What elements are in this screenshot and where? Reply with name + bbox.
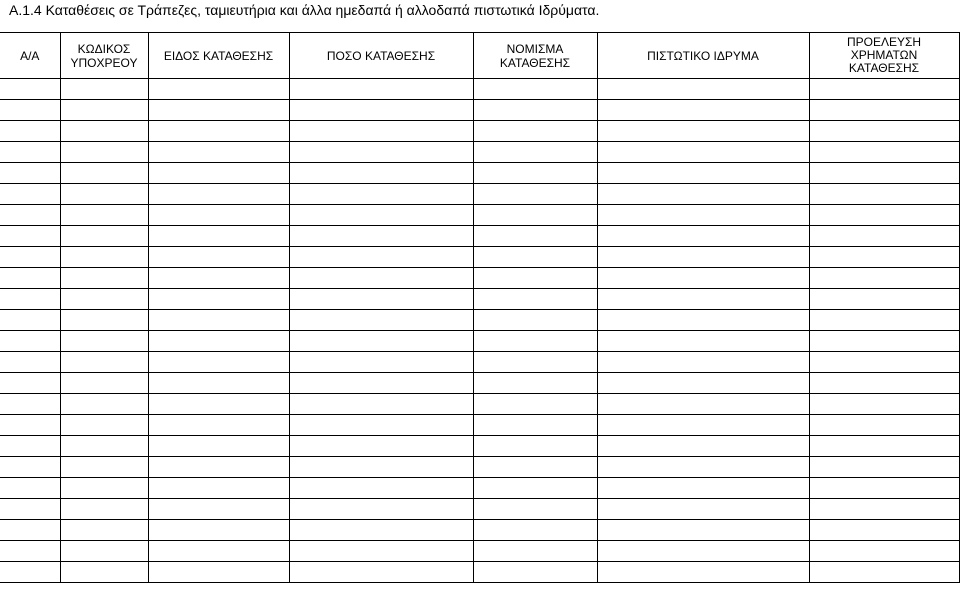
table-cell-deposit-amount	[289, 142, 473, 163]
table-cell-deposit-type	[148, 142, 289, 163]
table-cell-credit-institution	[597, 331, 809, 352]
table-cell-deposit-currency	[473, 499, 597, 520]
table-cell-funds-origin	[809, 205, 959, 226]
table-row	[0, 541, 959, 562]
table-cell-deposit-amount	[289, 562, 473, 583]
table-cell-credit-institution	[597, 100, 809, 121]
table-cell-obligor-code	[60, 373, 148, 394]
table-cell-credit-institution	[597, 163, 809, 184]
table-cell-deposit-type	[148, 394, 289, 415]
table-cell-deposit-amount	[289, 184, 473, 205]
table-cell-deposit-currency	[473, 352, 597, 373]
table-cell-aa	[0, 478, 60, 499]
table-cell-credit-institution	[597, 373, 809, 394]
table-cell-obligor-code	[60, 520, 148, 541]
table-cell-deposit-amount	[289, 415, 473, 436]
table-cell-funds-origin	[809, 457, 959, 478]
table-cell-deposit-currency	[473, 436, 597, 457]
table-row	[0, 331, 959, 352]
table-row	[0, 289, 959, 310]
table-cell-deposit-currency	[473, 205, 597, 226]
deposits-table	[0, 32, 960, 583]
table-cell-credit-institution	[597, 226, 809, 247]
table-cell-deposit-amount	[289, 247, 473, 268]
table-cell-aa	[0, 499, 60, 520]
table-row	[0, 184, 959, 205]
table-cell-aa	[0, 247, 60, 268]
table-cell-deposit-type	[148, 331, 289, 352]
column-header-deposit-currency: ΝΟΜΙΣΜΑ ΚΑΤΑΘΕΣΗΣ	[473, 33, 597, 79]
table-cell-deposit-type	[148, 121, 289, 142]
table-cell-obligor-code	[60, 121, 148, 142]
table-row	[0, 247, 959, 268]
table-cell-credit-institution	[597, 184, 809, 205]
table-cell-aa	[0, 79, 60, 100]
table-cell-deposit-type	[148, 247, 289, 268]
table-cell-funds-origin	[809, 394, 959, 415]
table-row	[0, 352, 959, 373]
table-cell-deposit-type	[148, 289, 289, 310]
table-row	[0, 310, 959, 331]
table-cell-deposit-type	[148, 163, 289, 184]
table-cell-credit-institution	[597, 541, 809, 562]
table-row	[0, 121, 959, 142]
table-cell-aa	[0, 562, 60, 583]
table-cell-credit-institution	[597, 142, 809, 163]
table-cell-aa	[0, 100, 60, 121]
table-row	[0, 205, 959, 226]
table-cell-funds-origin	[809, 79, 959, 100]
table-cell-deposit-amount	[289, 163, 473, 184]
table-cell-aa	[0, 226, 60, 247]
table-cell-deposit-amount	[289, 226, 473, 247]
table-cell-obligor-code	[60, 331, 148, 352]
table-cell-deposit-amount	[289, 310, 473, 331]
table-row	[0, 478, 959, 499]
table-cell-deposit-currency	[473, 268, 597, 289]
table-cell-funds-origin	[809, 142, 959, 163]
table-cell-funds-origin	[809, 436, 959, 457]
table-cell-funds-origin	[809, 415, 959, 436]
table-cell-deposit-currency	[473, 163, 597, 184]
table-cell-deposit-currency	[473, 562, 597, 583]
table-cell-deposit-type	[148, 226, 289, 247]
table-cell-aa	[0, 457, 60, 478]
table-row	[0, 415, 959, 436]
table-cell-deposit-type	[148, 436, 289, 457]
table-cell-deposit-type	[148, 499, 289, 520]
table-cell-obligor-code	[60, 184, 148, 205]
table-cell-deposit-currency	[473, 226, 597, 247]
table-cell-deposit-type	[148, 352, 289, 373]
table-cell-deposit-amount	[289, 205, 473, 226]
table-row	[0, 142, 959, 163]
table-cell-funds-origin	[809, 478, 959, 499]
table-cell-deposit-type	[148, 184, 289, 205]
table-cell-deposit-amount	[289, 541, 473, 562]
table-cell-deposit-amount	[289, 268, 473, 289]
table-cell-deposit-amount	[289, 499, 473, 520]
table-cell-funds-origin	[809, 226, 959, 247]
table-cell-deposit-amount	[289, 331, 473, 352]
table-cell-deposit-currency	[473, 310, 597, 331]
table-cell-deposit-currency	[473, 331, 597, 352]
table-cell-deposit-type	[148, 205, 289, 226]
table-cell-aa	[0, 394, 60, 415]
table-cell-aa	[0, 331, 60, 352]
header-row	[0, 33, 959, 79]
table-cell-deposit-type	[148, 541, 289, 562]
table-cell-credit-institution	[597, 520, 809, 541]
table-cell-funds-origin	[809, 373, 959, 394]
table-cell-credit-institution	[597, 268, 809, 289]
table-cell-deposit-amount	[289, 352, 473, 373]
table-cell-obligor-code	[60, 289, 148, 310]
table-cell-obligor-code	[60, 541, 148, 562]
table-cell-obligor-code	[60, 226, 148, 247]
table-cell-aa	[0, 268, 60, 289]
table-cell-credit-institution	[597, 478, 809, 499]
table-row	[0, 373, 959, 394]
table-cell-obligor-code	[60, 163, 148, 184]
table-cell-deposit-type	[148, 520, 289, 541]
table-cell-deposit-type	[148, 310, 289, 331]
table-cell-aa	[0, 520, 60, 541]
table-cell-funds-origin	[809, 247, 959, 268]
table-cell-deposit-currency	[473, 79, 597, 100]
table-cell-deposit-amount	[289, 394, 473, 415]
table-cell-obligor-code	[60, 394, 148, 415]
table-cell-deposit-type	[148, 268, 289, 289]
table-cell-funds-origin	[809, 100, 959, 121]
table-cell-aa	[0, 205, 60, 226]
table-cell-deposit-currency	[473, 247, 597, 268]
table-cell-obligor-code	[60, 457, 148, 478]
table-cell-deposit-currency	[473, 184, 597, 205]
table-cell-deposit-amount	[289, 373, 473, 394]
table-cell-aa	[0, 310, 60, 331]
table-cell-obligor-code	[60, 562, 148, 583]
table-cell-aa	[0, 352, 60, 373]
table-cell-deposit-currency	[473, 100, 597, 121]
table-cell-credit-institution	[597, 436, 809, 457]
table-cell-obligor-code	[60, 310, 148, 331]
table-cell-aa	[0, 436, 60, 457]
table-cell-deposit-currency	[473, 289, 597, 310]
table-cell-deposit-amount	[289, 79, 473, 100]
table-cell-obligor-code	[60, 352, 148, 373]
table-row	[0, 499, 959, 520]
table-cell-obligor-code	[60, 142, 148, 163]
table-row	[0, 520, 959, 541]
table-cell-aa	[0, 541, 60, 562]
table-cell-deposit-type	[148, 79, 289, 100]
table-row	[0, 100, 959, 121]
table-cell-funds-origin	[809, 310, 959, 331]
table-cell-funds-origin	[809, 268, 959, 289]
table-cell-deposit-currency	[473, 394, 597, 415]
table-cell-aa	[0, 121, 60, 142]
column-header-funds-origin: ΠΡΟΕΛΕΥΣΗ ΧΡΗΜΑΤΩΝ ΚΑΤΑΘΕΣΗΣ	[809, 33, 959, 79]
table-cell-obligor-code	[60, 247, 148, 268]
table-cell-credit-institution	[597, 205, 809, 226]
table-cell-aa	[0, 415, 60, 436]
table-cell-credit-institution	[597, 394, 809, 415]
table-cell-deposit-type	[148, 478, 289, 499]
table-row	[0, 436, 959, 457]
table-cell-deposit-type	[148, 415, 289, 436]
table-cell-funds-origin	[809, 520, 959, 541]
table-cell-deposit-amount	[289, 121, 473, 142]
page-title: A.1.4 Καταθέσεις σε Τράπεζες, ταμιευτήρια και άλλα ημεδαπά ή αλλοδαπά πιστωτικά Ιδρύματα.	[9, 2, 600, 18]
table-cell-deposit-currency	[473, 457, 597, 478]
table-row	[0, 562, 959, 583]
table-cell-credit-institution	[597, 121, 809, 142]
table-cell-credit-institution	[597, 310, 809, 331]
table-cell-obligor-code	[60, 205, 148, 226]
table-cell-credit-institution	[597, 415, 809, 436]
table-cell-aa	[0, 142, 60, 163]
table-cell-deposit-type	[148, 457, 289, 478]
column-header-aa: Α/Α	[0, 33, 60, 79]
table-cell-obligor-code	[60, 499, 148, 520]
table-cell-obligor-code	[60, 415, 148, 436]
table-cell-deposit-amount	[289, 478, 473, 499]
table-cell-deposit-type	[148, 562, 289, 583]
table-cell-funds-origin	[809, 352, 959, 373]
table-row	[0, 79, 959, 100]
column-header-deposit-amount: ΠΟΣΟ ΚΑΤΑΘΕΣΗΣ	[289, 33, 473, 79]
table-row	[0, 163, 959, 184]
table-cell-funds-origin	[809, 541, 959, 562]
table-cell-deposit-amount	[289, 520, 473, 541]
table-cell-deposit-currency	[473, 373, 597, 394]
table-row	[0, 226, 959, 247]
table-cell-obligor-code	[60, 478, 148, 499]
column-header-obligor-code: ΚΩΔΙΚΟΣ ΥΠΟΧΡΕΟΥ	[60, 33, 148, 79]
table-cell-funds-origin	[809, 499, 959, 520]
table-row	[0, 457, 959, 478]
table-cell-deposit-currency	[473, 142, 597, 163]
table-cell-deposit-currency	[473, 415, 597, 436]
table-cell-deposit-amount	[289, 436, 473, 457]
table-cell-obligor-code	[60, 100, 148, 121]
table-cell-deposit-type	[148, 373, 289, 394]
table-row	[0, 394, 959, 415]
table-cell-credit-institution	[597, 562, 809, 583]
table-cell-deposit-currency	[473, 121, 597, 142]
table-cell-funds-origin	[809, 184, 959, 205]
table-cell-deposit-amount	[289, 100, 473, 121]
table-cell-credit-institution	[597, 289, 809, 310]
table-cell-funds-origin	[809, 121, 959, 142]
column-header-deposit-type: ΕΙΔΟΣ ΚΑΤΑΘΕΣΗΣ	[148, 33, 289, 79]
column-header-credit-institution: ΠΙΣΤΩΤΙΚΟ ΙΔΡΥΜΑ	[597, 33, 809, 79]
table-cell-obligor-code	[60, 268, 148, 289]
table-cell-funds-origin	[809, 289, 959, 310]
table-cell-funds-origin	[809, 562, 959, 583]
table-cell-funds-origin	[809, 331, 959, 352]
table-row	[0, 268, 959, 289]
table-cell-credit-institution	[597, 79, 809, 100]
table-cell-deposit-currency	[473, 478, 597, 499]
table-cell-funds-origin	[809, 163, 959, 184]
table-cell-credit-institution	[597, 247, 809, 268]
table-cell-obligor-code	[60, 79, 148, 100]
table-cell-obligor-code	[60, 436, 148, 457]
table-cell-deposit-amount	[289, 457, 473, 478]
table-cell-aa	[0, 163, 60, 184]
table-cell-deposit-currency	[473, 520, 597, 541]
table-cell-credit-institution	[597, 352, 809, 373]
table-cell-deposit-currency	[473, 541, 597, 562]
table-cell-deposit-amount	[289, 289, 473, 310]
table-cell-deposit-type	[148, 100, 289, 121]
table-cell-aa	[0, 289, 60, 310]
table-cell-aa	[0, 373, 60, 394]
table-cell-credit-institution	[597, 457, 809, 478]
table-cell-credit-institution	[597, 499, 809, 520]
table-cell-aa	[0, 184, 60, 205]
